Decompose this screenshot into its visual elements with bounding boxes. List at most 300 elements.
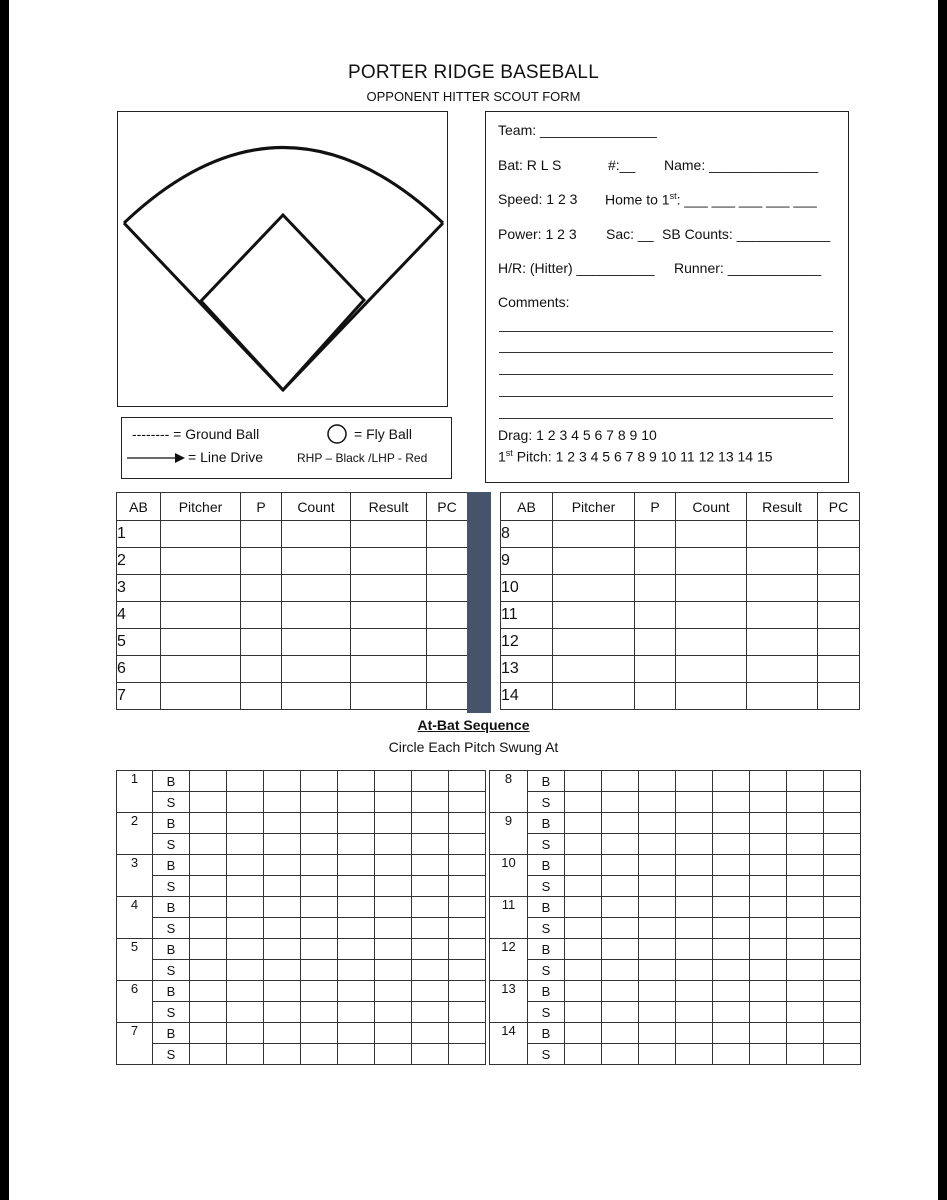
pitch-cell[interactable] <box>227 876 264 897</box>
count-cell[interactable] <box>282 629 351 656</box>
pitch-cell[interactable] <box>449 1002 486 1023</box>
pitch-cell[interactable] <box>449 1044 486 1065</box>
pitch-cell[interactable] <box>301 897 338 918</box>
pitch-cell[interactable] <box>565 876 602 897</box>
pitch-cell[interactable] <box>565 855 602 876</box>
p-cell[interactable] <box>635 575 676 602</box>
pitch-cell[interactable] <box>750 981 787 1002</box>
pitch-cell[interactable] <box>676 1002 713 1023</box>
p-cell[interactable] <box>635 656 676 683</box>
pitch-cell[interactable] <box>750 855 787 876</box>
pitch-cell[interactable] <box>713 813 750 834</box>
pitch-cell[interactable] <box>787 876 824 897</box>
pitch-cell[interactable] <box>565 771 602 792</box>
pitch-cell[interactable] <box>338 876 375 897</box>
pitch-cell[interactable] <box>602 960 639 981</box>
pitch-cell[interactable] <box>565 981 602 1002</box>
pitch-cell[interactable] <box>602 918 639 939</box>
pitch-cell[interactable] <box>787 834 824 855</box>
pitch-cell[interactable] <box>676 897 713 918</box>
pitcher-cell[interactable] <box>161 683 241 710</box>
pitch-cell[interactable] <box>676 813 713 834</box>
pitch-cell[interactable] <box>338 918 375 939</box>
pitch-cell[interactable] <box>602 1044 639 1065</box>
pitch-cell[interactable] <box>639 897 676 918</box>
pitch-cell[interactable] <box>824 939 861 960</box>
pitch-cell[interactable] <box>264 855 301 876</box>
p-cell[interactable] <box>635 683 676 710</box>
pitch-cell[interactable] <box>639 1002 676 1023</box>
pitch-cell[interactable] <box>375 1044 412 1065</box>
pitch-cell[interactable] <box>787 792 824 813</box>
pitch-cell[interactable] <box>676 792 713 813</box>
p-cell[interactable] <box>635 629 676 656</box>
pitch-cell[interactable] <box>602 771 639 792</box>
pitch-cell[interactable] <box>713 1023 750 1044</box>
pitch-cell[interactable] <box>750 918 787 939</box>
pc-cell[interactable] <box>818 683 860 710</box>
p-cell[interactable] <box>241 683 282 710</box>
pitch-cell[interactable] <box>639 939 676 960</box>
pitch-cell[interactable] <box>824 1023 861 1044</box>
pitch-cell[interactable] <box>449 918 486 939</box>
pitch-cell[interactable] <box>264 939 301 960</box>
pitch-cell[interactable] <box>602 792 639 813</box>
pitch-cell[interactable] <box>301 960 338 981</box>
pitch-cell[interactable] <box>713 1044 750 1065</box>
pitch-cell[interactable] <box>713 1002 750 1023</box>
pitcher-cell[interactable] <box>553 602 635 629</box>
pitch-cell[interactable] <box>301 1044 338 1065</box>
count-cell[interactable] <box>282 521 351 548</box>
pitch-cell[interactable] <box>301 771 338 792</box>
p-cell[interactable] <box>241 602 282 629</box>
pc-cell[interactable] <box>427 656 468 683</box>
pitch-cell[interactable] <box>190 897 227 918</box>
pitcher-cell[interactable] <box>553 656 635 683</box>
pitch-cell[interactable] <box>602 1002 639 1023</box>
result-cell[interactable] <box>351 683 427 710</box>
pitch-cell[interactable] <box>824 1002 861 1023</box>
pitch-cell[interactable] <box>676 855 713 876</box>
pitch-cell[interactable] <box>824 1044 861 1065</box>
pitch-cell[interactable] <box>824 771 861 792</box>
pitch-cell[interactable] <box>676 1023 713 1044</box>
pitch-cell[interactable] <box>338 1023 375 1044</box>
pitch-cell[interactable] <box>301 834 338 855</box>
pitch-cell[interactable] <box>565 939 602 960</box>
spray-chart-box[interactable] <box>117 111 448 407</box>
pitch-cell[interactable] <box>412 960 449 981</box>
pitch-cell[interactable] <box>750 813 787 834</box>
result-cell[interactable] <box>747 656 818 683</box>
pitch-cell[interactable] <box>338 897 375 918</box>
result-cell[interactable] <box>351 629 427 656</box>
pitch-cell[interactable] <box>639 960 676 981</box>
pitch-cell[interactable] <box>412 897 449 918</box>
pitch-cell[interactable] <box>338 792 375 813</box>
pitch-cell[interactable] <box>264 834 301 855</box>
pitch-cell[interactable] <box>412 981 449 1002</box>
pitch-cell[interactable] <box>412 771 449 792</box>
pitch-cell[interactable] <box>412 939 449 960</box>
pitch-cell[interactable] <box>639 918 676 939</box>
pitch-cell[interactable] <box>375 939 412 960</box>
pitch-cell[interactable] <box>565 1023 602 1044</box>
pitch-cell[interactable] <box>639 981 676 1002</box>
pitch-cell[interactable] <box>713 918 750 939</box>
pc-cell[interactable] <box>427 548 468 575</box>
pitch-cell[interactable] <box>375 918 412 939</box>
result-cell[interactable] <box>351 575 427 602</box>
pitcher-cell[interactable] <box>553 548 635 575</box>
pitch-cell[interactable] <box>449 834 486 855</box>
pitch-cell[interactable] <box>676 771 713 792</box>
pc-cell[interactable] <box>818 575 860 602</box>
pitch-cell[interactable] <box>713 960 750 981</box>
pitch-cell[interactable] <box>227 855 264 876</box>
count-cell[interactable] <box>676 575 747 602</box>
pitch-cell[interactable] <box>676 960 713 981</box>
result-cell[interactable] <box>747 683 818 710</box>
pitch-cell[interactable] <box>824 960 861 981</box>
pitch-cell[interactable] <box>565 1002 602 1023</box>
pitch-cell[interactable] <box>713 792 750 813</box>
pc-cell[interactable] <box>818 629 860 656</box>
pitch-cell[interactable] <box>375 876 412 897</box>
pitch-cell[interactable] <box>787 1002 824 1023</box>
pitch-cell[interactable] <box>412 1023 449 1044</box>
pc-cell[interactable] <box>818 602 860 629</box>
pitch-cell[interactable] <box>301 981 338 1002</box>
pitcher-cell[interactable] <box>553 629 635 656</box>
pitch-cell[interactable] <box>565 813 602 834</box>
speed-rating[interactable]: Speed: 1 2 3 <box>498 191 578 207</box>
pc-cell[interactable] <box>427 629 468 656</box>
pitch-cell[interactable] <box>301 1002 338 1023</box>
pitch-cell[interactable] <box>412 1044 449 1065</box>
pitch-cell[interactable] <box>338 813 375 834</box>
pitcher-cell[interactable] <box>161 521 241 548</box>
pitch-cell[interactable] <box>713 981 750 1002</box>
count-cell[interactable] <box>282 575 351 602</box>
pitcher-cell[interactable] <box>161 602 241 629</box>
pitch-cell[interactable] <box>787 960 824 981</box>
pitch-cell[interactable] <box>375 897 412 918</box>
pitch-cell[interactable] <box>264 897 301 918</box>
pitch-cell[interactable] <box>227 771 264 792</box>
result-cell[interactable] <box>351 656 427 683</box>
pitch-cell[interactable] <box>227 981 264 1002</box>
pitch-cell[interactable] <box>602 876 639 897</box>
pitch-cell[interactable] <box>449 981 486 1002</box>
pitch-cell[interactable] <box>824 792 861 813</box>
pitch-cell[interactable] <box>750 960 787 981</box>
pitch-cell[interactable] <box>227 813 264 834</box>
pitch-cell[interactable] <box>602 897 639 918</box>
hitter-name-field[interactable]: Name: ______________ <box>664 157 819 173</box>
pitch-cell[interactable] <box>375 771 412 792</box>
pitch-cell[interactable] <box>412 876 449 897</box>
pitch-cell[interactable] <box>787 771 824 792</box>
jersey-number-field[interactable]: #:__ <box>608 157 636 173</box>
pitch-cell[interactable] <box>639 834 676 855</box>
pitch-cell[interactable] <box>824 897 861 918</box>
pitch-cell[interactable] <box>449 813 486 834</box>
pitch-cell[interactable] <box>449 939 486 960</box>
pitch-cell[interactable] <box>264 1044 301 1065</box>
pitch-cell[interactable] <box>750 897 787 918</box>
count-cell[interactable] <box>676 683 747 710</box>
pitch-cell[interactable] <box>787 1044 824 1065</box>
pitch-cell[interactable] <box>375 1023 412 1044</box>
pc-cell[interactable] <box>818 656 860 683</box>
p-cell[interactable] <box>241 575 282 602</box>
pitch-cell[interactable] <box>190 813 227 834</box>
pitch-cell[interactable] <box>227 1044 264 1065</box>
pitch-cell[interactable] <box>449 771 486 792</box>
pitch-cell[interactable] <box>227 918 264 939</box>
pitch-cell[interactable] <box>565 960 602 981</box>
pitch-cell[interactable] <box>602 1023 639 1044</box>
team-field[interactable]: Team: _______________ <box>498 122 657 138</box>
pitch-cell[interactable] <box>750 771 787 792</box>
pitch-cell[interactable] <box>190 1044 227 1065</box>
pitch-cell[interactable] <box>375 855 412 876</box>
pitch-cell[interactable] <box>227 1023 264 1044</box>
pitch-cell[interactable] <box>676 1044 713 1065</box>
result-cell[interactable] <box>351 548 427 575</box>
pitch-cell[interactable] <box>338 1044 375 1065</box>
pitch-cell[interactable] <box>787 981 824 1002</box>
pitch-cell[interactable] <box>264 918 301 939</box>
bat-side-options[interactable]: Bat: R L S <box>498 157 562 173</box>
pitch-cell[interactable] <box>602 855 639 876</box>
pitch-cell[interactable] <box>750 1044 787 1065</box>
result-cell[interactable] <box>747 575 818 602</box>
pitch-cell[interactable] <box>713 834 750 855</box>
pitch-cell[interactable] <box>301 1023 338 1044</box>
pitch-cell[interactable] <box>787 855 824 876</box>
pitch-cell[interactable] <box>750 876 787 897</box>
pitch-cell[interactable] <box>449 855 486 876</box>
home-to-first-field[interactable] <box>605 191 817 208</box>
pitch-cell[interactable] <box>639 771 676 792</box>
pitch-cell[interactable] <box>338 855 375 876</box>
count-cell[interactable] <box>282 656 351 683</box>
result-cell[interactable] <box>747 629 818 656</box>
pitch-cell[interactable] <box>412 918 449 939</box>
comment-line[interactable] <box>499 396 833 397</box>
hr-hitter-field[interactable]: H/R: (Hitter) __________ <box>498 260 655 276</box>
drag-options[interactable]: Drag: 1 2 3 4 5 6 7 8 9 10 <box>498 427 657 443</box>
pitch-cell[interactable] <box>713 876 750 897</box>
pitch-cell[interactable] <box>375 813 412 834</box>
pitch-cell[interactable] <box>190 939 227 960</box>
pitch-cell[interactable] <box>264 960 301 981</box>
pitch-cell[interactable] <box>713 771 750 792</box>
pitch-cell[interactable] <box>787 939 824 960</box>
pitch-cell[interactable] <box>824 918 861 939</box>
p-cell[interactable] <box>241 629 282 656</box>
pitch-cell[interactable] <box>449 1023 486 1044</box>
pitch-cell[interactable] <box>301 813 338 834</box>
pitch-cell[interactable] <box>565 834 602 855</box>
pitch-cell[interactable] <box>301 792 338 813</box>
pitch-cell[interactable] <box>787 813 824 834</box>
result-cell[interactable] <box>747 548 818 575</box>
pc-cell[interactable] <box>427 521 468 548</box>
pitch-cell[interactable] <box>565 897 602 918</box>
runner-field[interactable]: Runner: ____________ <box>674 260 822 276</box>
result-cell[interactable] <box>747 602 818 629</box>
pitcher-cell[interactable] <box>161 656 241 683</box>
pitch-cell[interactable] <box>787 897 824 918</box>
pitch-cell[interactable] <box>190 981 227 1002</box>
pitch-cell[interactable] <box>375 960 412 981</box>
pc-cell[interactable] <box>427 575 468 602</box>
pitcher-cell[interactable] <box>553 683 635 710</box>
pitch-cell[interactable] <box>338 1002 375 1023</box>
sac-field[interactable]: Sac: __ <box>606 226 654 242</box>
pitch-cell[interactable] <box>639 855 676 876</box>
pitch-cell[interactable] <box>190 792 227 813</box>
pitch-cell[interactable] <box>190 1023 227 1044</box>
pitch-cell[interactable] <box>190 1002 227 1023</box>
pitch-cell[interactable] <box>375 1002 412 1023</box>
pitcher-cell[interactable] <box>161 575 241 602</box>
pitch-cell[interactable] <box>639 792 676 813</box>
pitch-cell[interactable] <box>412 813 449 834</box>
pitch-cell[interactable] <box>565 1044 602 1065</box>
pitcher-cell[interactable] <box>161 629 241 656</box>
count-cell[interactable] <box>282 602 351 629</box>
pitch-cell[interactable] <box>227 1002 264 1023</box>
pc-cell[interactable] <box>427 602 468 629</box>
pitch-cell[interactable] <box>449 792 486 813</box>
sb-counts-field[interactable]: SB Counts: ____________ <box>662 226 831 242</box>
count-cell[interactable] <box>676 548 747 575</box>
pitch-cell[interactable] <box>264 813 301 834</box>
pitch-cell[interactable] <box>602 813 639 834</box>
count-cell[interactable] <box>676 521 747 548</box>
pitch-cell[interactable] <box>227 897 264 918</box>
pitch-cell[interactable] <box>190 960 227 981</box>
pitch-cell[interactable] <box>338 981 375 1002</box>
comment-line[interactable] <box>499 331 833 332</box>
pitch-cell[interactable] <box>713 897 750 918</box>
pitch-cell[interactable] <box>676 939 713 960</box>
pitch-cell[interactable] <box>639 1044 676 1065</box>
pitch-cell[interactable] <box>750 792 787 813</box>
pitch-cell[interactable] <box>824 813 861 834</box>
pitch-cell[interactable] <box>824 876 861 897</box>
pitch-cell[interactable] <box>375 834 412 855</box>
pitch-cell[interactable] <box>602 939 639 960</box>
pitch-cell[interactable] <box>412 1002 449 1023</box>
pitch-cell[interactable] <box>301 918 338 939</box>
pitch-cell[interactable] <box>787 918 824 939</box>
pitch-cell[interactable] <box>264 1002 301 1023</box>
pitcher-cell[interactable] <box>161 548 241 575</box>
p-cell[interactable] <box>241 548 282 575</box>
pitch-cell[interactable] <box>639 1023 676 1044</box>
pitch-cell[interactable] <box>713 855 750 876</box>
pitch-cell[interactable] <box>565 792 602 813</box>
count-cell[interactable] <box>282 548 351 575</box>
pitch-cell[interactable] <box>750 939 787 960</box>
pitch-cell[interactable] <box>412 855 449 876</box>
power-rating[interactable]: Power: 1 2 3 <box>498 226 577 242</box>
pitch-cell[interactable] <box>301 939 338 960</box>
pitch-cell[interactable] <box>449 897 486 918</box>
p-cell[interactable] <box>241 656 282 683</box>
pitch-cell[interactable] <box>190 855 227 876</box>
pc-cell[interactable] <box>818 521 860 548</box>
comment-line[interactable] <box>499 418 833 419</box>
pitch-cell[interactable] <box>602 834 639 855</box>
pc-cell[interactable] <box>818 548 860 575</box>
count-cell[interactable] <box>676 629 747 656</box>
pitch-cell[interactable] <box>190 771 227 792</box>
result-cell[interactable] <box>351 521 427 548</box>
first-pitch-options[interactable] <box>498 448 773 465</box>
count-cell[interactable] <box>676 602 747 629</box>
p-cell[interactable] <box>241 521 282 548</box>
pitch-cell[interactable] <box>338 771 375 792</box>
pitch-cell[interactable] <box>227 960 264 981</box>
pitch-cell[interactable] <box>190 834 227 855</box>
pitch-cell[interactable] <box>338 834 375 855</box>
pitch-cell[interactable] <box>375 981 412 1002</box>
pitch-cell[interactable] <box>602 981 639 1002</box>
pitch-cell[interactable] <box>264 792 301 813</box>
pitch-cell[interactable] <box>713 939 750 960</box>
pitch-cell[interactable] <box>639 813 676 834</box>
count-cell[interactable] <box>282 683 351 710</box>
count-cell[interactable] <box>676 656 747 683</box>
pitch-cell[interactable] <box>676 981 713 1002</box>
p-cell[interactable] <box>635 521 676 548</box>
pitch-cell[interactable] <box>264 876 301 897</box>
pitch-cell[interactable] <box>676 876 713 897</box>
pitch-cell[interactable] <box>412 792 449 813</box>
pitch-cell[interactable] <box>227 939 264 960</box>
comment-line[interactable] <box>499 374 833 375</box>
pitch-cell[interactable] <box>264 1023 301 1044</box>
pitch-cell[interactable] <box>676 834 713 855</box>
pitch-cell[interactable] <box>338 939 375 960</box>
comment-line[interactable] <box>499 352 833 353</box>
pitch-cell[interactable] <box>824 855 861 876</box>
pitch-cell[interactable] <box>264 771 301 792</box>
pitch-cell[interactable] <box>750 834 787 855</box>
p-cell[interactable] <box>635 548 676 575</box>
pitch-cell[interactable] <box>264 981 301 1002</box>
pitch-cell[interactable] <box>301 876 338 897</box>
pitch-cell[interactable] <box>787 1023 824 1044</box>
pc-cell[interactable] <box>427 683 468 710</box>
pitch-cell[interactable] <box>190 876 227 897</box>
pitch-cell[interactable] <box>227 834 264 855</box>
pitch-cell[interactable] <box>750 1023 787 1044</box>
pitch-cell[interactable] <box>449 876 486 897</box>
pitch-cell[interactable] <box>412 834 449 855</box>
pitch-cell[interactable] <box>750 1002 787 1023</box>
pitch-cell[interactable] <box>338 960 375 981</box>
result-cell[interactable] <box>351 602 427 629</box>
pitch-cell[interactable] <box>824 834 861 855</box>
